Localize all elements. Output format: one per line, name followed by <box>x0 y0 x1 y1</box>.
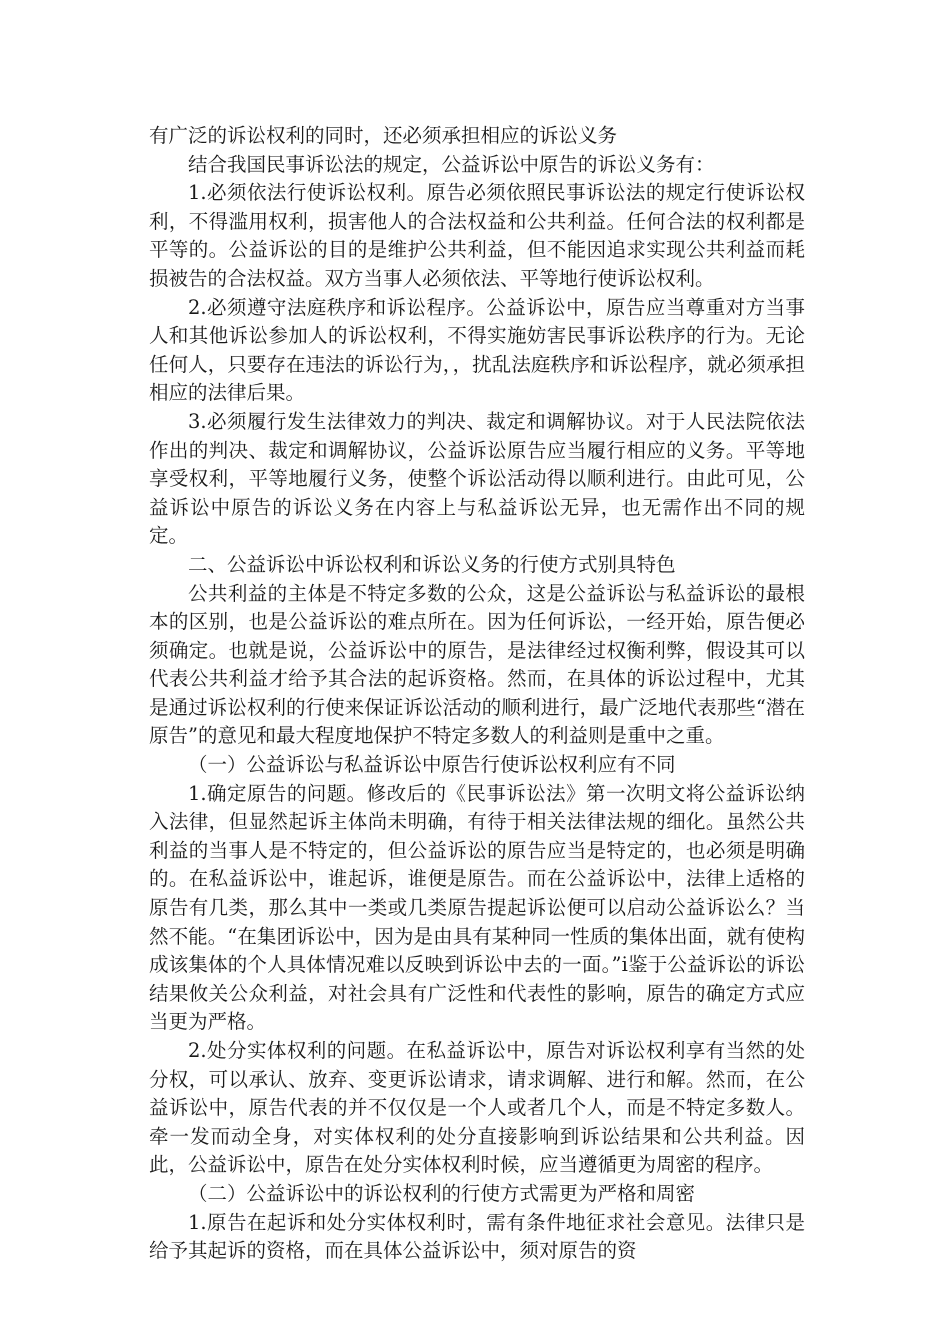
subsection-heading-2: （二）公益诉讼中的诉讼权利的行使方式需更为严格和周密 <box>188 1181 696 1205</box>
paragraph-obligation-2: 2.必须遵守法庭秩序和诉讼程序。公益诉讼中，原告应当尊重对方当事人和其他诉讼参加人的诉讼权利，不得实施妨害民事诉讼秩序的行为。无论任何人，只要存在违法的诉讼行为，，扰乱法庭秩序和诉讼程序，就必须承担相应的法律后果。 <box>149 295 805 405</box>
document-page <box>149 122 805 1266</box>
paragraph-disposal-of-rights: 2.处分实体权利的问题。在私益诉讼中，原告对诉讼权利享有当然的处分权，可以承认、放弃、变更诉讼请求，请求调解、进行和解。然而，在公益诉讼中，原告代表的并不仅仅是一个人或者几个人，而是不特定多数人。牵一发而动全身，对实体权利的处分直接影响到诉讼结果和公共利益。因此，公益诉讼中，原告在处分实体权利时候，应当遵循更为周密的程序。 <box>149 1039 805 1177</box>
paragraph-obligation-1: 1.必须依法行使诉讼权利。原告必须依照民事诉讼法的规定行使诉讼权利，不得滥用权利，损害他人的合法权益和公共利益。任何合法的权利都是平等的。公益诉讼的目的是维护公共利益，但不能因追求实现公共利益而耗损被告的合法权益。双方当事人必须依法、平等地行使诉讼权利。 <box>149 181 805 290</box>
paragraph-social-opinion: 1.原告在起诉和处分实体权利时，需有条件地征求社会意见。法律只是给予其起诉的资格，而在具体公益诉讼中，须对原告的资 <box>149 1210 805 1263</box>
paragraph-plaintiff-determination: 1.确定原告的问题。修改后的《民事诉讼法》第一次明文将公益诉讼纳入法律，但显然起诉主体尚未明确，有待于相关法律法规的细化。虽然公共利益的当事人是不特定的，但公益诉讼的原告应当是特定的，也必须是明确的。在私益诉讼中，谁起诉，谁便是原告。而在公益诉讼中，法律上适格的原告有几类，那么其中一类或几类原告提起诉讼便可以启动公益诉讼么？当然不能。“在集团诉讼中，因为是由具有某种同一性质的集体出面，就有使构成该集体的个人具体情况难以反映到诉讼中去的一面。”ⅰ鉴于公益诉讼的诉讼结果攸关公众利益，对社会具有广泛性和代表性的影响，原告的确定方式应当更为严格。 <box>149 781 805 1034</box>
section-heading-2: 二、公益诉讼中诉讼权利和诉讼义务的行使方式别具特色 <box>188 552 676 576</box>
paragraph-continuation: 有广泛的诉讼权利的同时，还必须承担相应的诉讼义务 <box>149 124 618 147</box>
paragraph-obligations-intro: 结合我国民事诉讼法的规定，公益诉讼中原告的诉讼义务有： <box>188 152 715 176</box>
paragraph-public-interest-subject: 公共利益的主体是不特定多数的公众，这是公益诉讼与私益诉讼的最根本的区别，也是公益诉讼的难点所在。因为任何诉讼，一经开始，原告便必须确定。也就是说，公益诉讼中的原告，是法律经过权衡利弊，假设其可以代表公共利益才给予其合法的起诉资格。然而，在具体的诉讼过程中，尤其是通过诉讼权利的行使来保证诉讼活动的顺利进行，最广泛地代表那些“潜在原告”的意见和最大程度地保护不特定多数人的利益则是重中之重。 <box>149 581 805 748</box>
subsection-heading-1: （一）公益诉讼与私益诉讼中原告行使诉讼权利应有不同 <box>188 753 676 777</box>
paragraph-obligation-3: 3.必须履行发生法律效力的判决、裁定和调解协议。对于人民法院依法作出的判决、裁定和调解协议，公益诉讼原告应当履行相应的义务。平等地享受权利，平等地履行义务，使整个诉讼活动得以顺利进行。由此可见，公益诉讼中原告的诉讼义务在内容上与私益诉讼无异，也无需作出不同的规定。 <box>149 409 805 548</box>
